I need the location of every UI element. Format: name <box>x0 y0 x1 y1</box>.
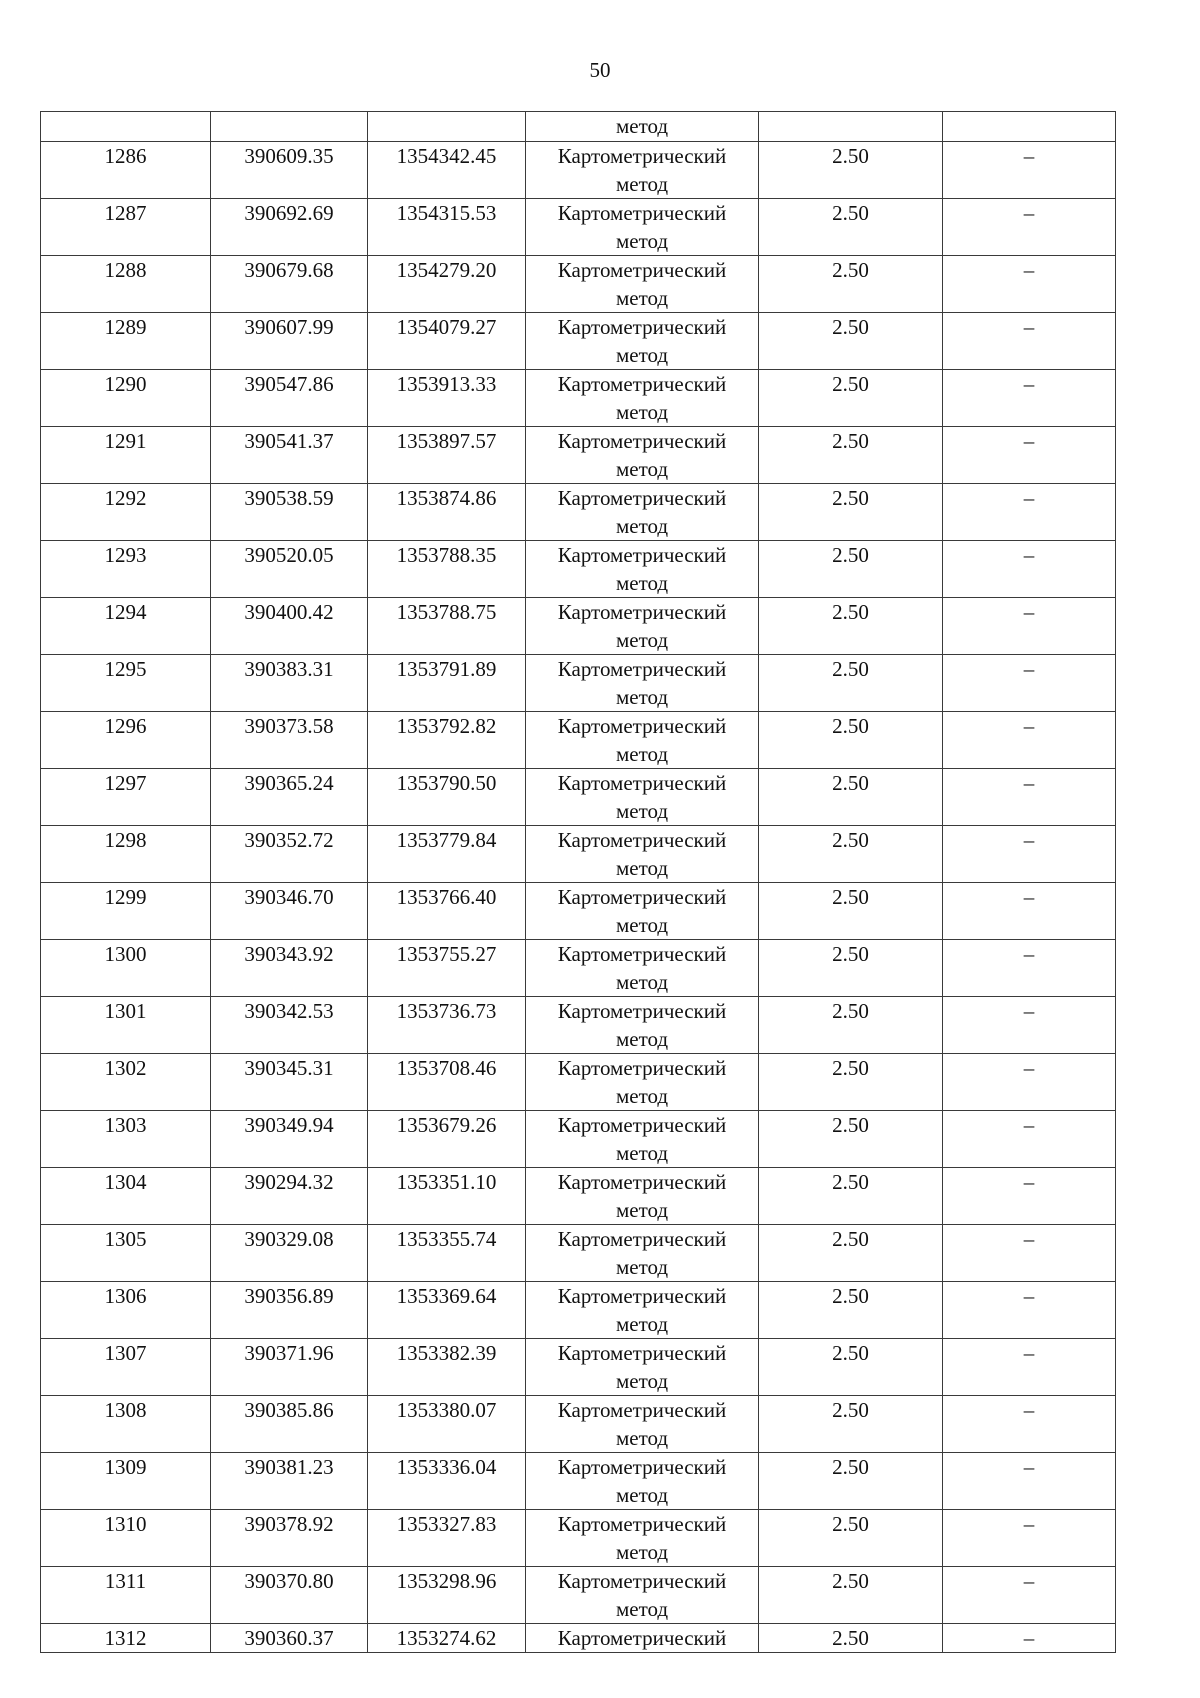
cell-accuracy: 2.50 <box>759 1225 943 1282</box>
cell-extra: – <box>943 1453 1116 1510</box>
method-line-1: Картометрический <box>557 543 727 567</box>
cell-extra: – <box>943 199 1116 256</box>
cell-method <box>526 826 759 883</box>
cell-extra: – <box>943 826 1116 883</box>
method-line-1: Картометрический <box>557 144 727 168</box>
table-row <box>41 313 1116 370</box>
cell-method <box>526 1510 759 1567</box>
cell-num: 1310 <box>41 1510 211 1567</box>
cell-num: 1303 <box>41 1111 211 1168</box>
cell-num: 1306 <box>41 1282 211 1339</box>
method-line-2: метод <box>615 799 669 823</box>
method-line-1: Картометрический <box>557 657 727 681</box>
table-row <box>41 1624 1116 1653</box>
table-row <box>41 826 1116 883</box>
method-line-1: Картометрический <box>557 1056 727 1080</box>
cell-extra: – <box>943 598 1116 655</box>
method-line-2: метод <box>615 856 669 880</box>
method-line-2: метод <box>615 1597 669 1621</box>
method-line-1: Картометрический <box>557 1398 727 1422</box>
cell-extra: – <box>943 370 1116 427</box>
cell-y: 1353792.82 <box>368 712 526 769</box>
method-line-1: Картометрический <box>557 258 727 282</box>
cell-x: 390352.72 <box>211 826 368 883</box>
cell-extra: – <box>943 1111 1116 1168</box>
method-line-2: метод <box>615 1141 669 1165</box>
cell-x: 390360.37 <box>211 1624 368 1653</box>
cell-num: 1311 <box>41 1567 211 1624</box>
cell-x: 390371.96 <box>211 1339 368 1396</box>
cell-method <box>526 199 759 256</box>
cell-y: 1353380.07 <box>368 1396 526 1453</box>
table-row <box>41 256 1116 313</box>
cell-method <box>526 1396 759 1453</box>
cell-x: 390520.05 <box>211 541 368 598</box>
table-row <box>41 427 1116 484</box>
method-line-1: Картометрический <box>557 714 727 738</box>
cell-y: 1353874.86 <box>368 484 526 541</box>
cell-method <box>526 1453 759 1510</box>
cell-y: 1354315.53 <box>368 199 526 256</box>
method-line-1: Картометрический <box>557 1455 727 1479</box>
method-line-1: Картометрический <box>557 1227 727 1251</box>
cell-accuracy: 2.50 <box>759 541 943 598</box>
table-row <box>41 1282 1116 1339</box>
table-row <box>41 940 1116 997</box>
cell-num: 1296 <box>41 712 211 769</box>
cell-num: 1305 <box>41 1225 211 1282</box>
table-row <box>41 484 1116 541</box>
table-row <box>41 1054 1116 1111</box>
cell-x: 390294.32 <box>211 1168 368 1225</box>
cell-x: 390345.31 <box>211 1054 368 1111</box>
cell-num: 1312 <box>41 1624 211 1653</box>
cell-y: 1353274.62 <box>368 1624 526 1653</box>
cell-method <box>526 1225 759 1282</box>
table-row <box>41 1453 1116 1510</box>
cell-accuracy: 2.50 <box>759 655 943 712</box>
cell-method <box>526 313 759 370</box>
cell-y: 1353369.64 <box>368 1282 526 1339</box>
cell-num: 1293 <box>41 541 211 598</box>
cell-num: 1287 <box>41 199 211 256</box>
cell-num: 1291 <box>41 427 211 484</box>
method-line-1: Картометрический <box>557 429 727 453</box>
cell-extra: – <box>943 712 1116 769</box>
method-line-2: метод <box>615 1198 669 1222</box>
cell-accuracy: 2.50 <box>759 1339 943 1396</box>
method-line-2: метод <box>615 457 669 481</box>
method-line-1: Картометрический <box>557 828 727 852</box>
cell-y: 1353708.46 <box>368 1054 526 1111</box>
cell-x: 390365.24 <box>211 769 368 826</box>
method-line-1: Картометрический <box>557 1113 727 1137</box>
cell-method <box>526 142 759 199</box>
cell-y: 1353897.57 <box>368 427 526 484</box>
cell-method <box>526 769 759 826</box>
method-line-1: Картометрический <box>557 885 727 909</box>
cell-method <box>526 1567 759 1624</box>
table-row <box>41 541 1116 598</box>
cell-num: 1309 <box>41 1453 211 1510</box>
cell-extra: – <box>943 484 1116 541</box>
method-line-1: Картометрический <box>557 1284 727 1308</box>
cell-y: 1353336.04 <box>368 1453 526 1510</box>
cell-x: 390381.23 <box>211 1453 368 1510</box>
coordinates-table <box>40 111 1116 1653</box>
cell-x: 390541.37 <box>211 427 368 484</box>
table-row <box>41 1111 1116 1168</box>
method-line-2: метод <box>615 1369 669 1393</box>
cell-x: 390378.92 <box>211 1510 368 1567</box>
cell-accuracy: 2.50 <box>759 712 943 769</box>
cell-x: 390538.59 <box>211 484 368 541</box>
cell-method: Картометрический <box>526 1624 759 1653</box>
method-line-1: Картометрический <box>557 600 727 624</box>
cell-num: 1286 <box>41 142 211 199</box>
method-line-1: Картометрический <box>557 315 727 339</box>
cell-extra: – <box>943 1168 1116 1225</box>
table-row <box>41 1225 1116 1282</box>
cell-extra: – <box>943 1624 1116 1653</box>
table-row <box>41 997 1116 1054</box>
cell-num: 1307 <box>41 1339 211 1396</box>
table-row <box>41 1567 1116 1624</box>
cell-x: 390349.94 <box>211 1111 368 1168</box>
cell-num: 1301 <box>41 997 211 1054</box>
cell-y: 1353382.39 <box>368 1339 526 1396</box>
method-line-2: метод <box>615 628 669 652</box>
cell-x: 390383.31 <box>211 655 368 712</box>
cell-y: 1353355.74 <box>368 1225 526 1282</box>
table-row <box>41 1168 1116 1225</box>
method-line-1: Картометрический <box>557 942 727 966</box>
cell-method <box>526 1168 759 1225</box>
cell-num: 1289 <box>41 313 211 370</box>
cell-accuracy: 2.50 <box>759 1624 943 1653</box>
method-line-1: Картометрический <box>557 999 727 1023</box>
cell-method <box>526 484 759 541</box>
table-row <box>41 655 1116 712</box>
method-line-1: Картометрический <box>557 201 727 225</box>
cell-extra: – <box>943 142 1116 199</box>
cell-accuracy: 2.50 <box>759 1453 943 1510</box>
method-line-2: метод <box>615 229 669 253</box>
method-line-2: метод <box>615 1426 669 1450</box>
cell-accuracy: 2.50 <box>759 313 943 370</box>
continuation-row <box>41 112 1116 142</box>
cell-accuracy: 2.50 <box>759 256 943 313</box>
cell-num: 1300 <box>41 940 211 997</box>
cell-extra: – <box>943 1339 1116 1396</box>
method-line-2: метод <box>615 1084 669 1108</box>
cell-y: 1353779.84 <box>368 826 526 883</box>
cell-num: 1297 <box>41 769 211 826</box>
cell-extra: – <box>943 427 1116 484</box>
cell-accuracy: 2.50 <box>759 769 943 826</box>
cell-method <box>526 1111 759 1168</box>
cell-extra: – <box>943 997 1116 1054</box>
cell-extra: – <box>943 883 1116 940</box>
cell-num: 1288 <box>41 256 211 313</box>
method-line-2: метод <box>615 1483 669 1507</box>
cell-method <box>526 541 759 598</box>
method-line-2: метод <box>615 970 669 994</box>
cell-accuracy: 2.50 <box>759 370 943 427</box>
cell-accuracy: 2.50 <box>759 883 943 940</box>
cell-y: 1353351.10 <box>368 1168 526 1225</box>
cell-accuracy: 2.50 <box>759 997 943 1054</box>
method-line-2: метод <box>615 1312 669 1336</box>
cell-extra: – <box>943 1054 1116 1111</box>
cell-x: 390373.58 <box>211 712 368 769</box>
cell-x: 390385.86 <box>211 1396 368 1453</box>
method-line-1: Картометрический <box>557 486 727 510</box>
method-line-1: Картометрический <box>557 1512 727 1536</box>
method-line-2: метод <box>615 913 669 937</box>
page-number: 50 <box>589 58 611 82</box>
cell-extra: – <box>943 256 1116 313</box>
cell-num <box>41 112 211 142</box>
cell-num: 1292 <box>41 484 211 541</box>
cell-x: 390370.80 <box>211 1567 368 1624</box>
cell-method <box>526 655 759 712</box>
cell-accuracy: 2.50 <box>759 1567 943 1624</box>
cell-method <box>526 940 759 997</box>
method-line-1: Картометрический <box>557 771 727 795</box>
table-row <box>41 370 1116 427</box>
cell-x: 390609.35 <box>211 142 368 199</box>
cell-extra: – <box>943 313 1116 370</box>
cell-accuracy: 2.50 <box>759 1396 943 1453</box>
cell-accuracy: 2.50 <box>759 199 943 256</box>
cell-method <box>526 1339 759 1396</box>
table-row <box>41 1510 1116 1567</box>
cell-y: 1354079.27 <box>368 313 526 370</box>
cell-method <box>526 427 759 484</box>
cell-method <box>526 883 759 940</box>
cell-extra: – <box>943 1510 1116 1567</box>
cell-num: 1304 <box>41 1168 211 1225</box>
cell-y: 1353788.35 <box>368 541 526 598</box>
cell-num: 1290 <box>41 370 211 427</box>
method-line-2: метод <box>615 400 669 424</box>
cell-method <box>526 370 759 427</box>
cell-accuracy: 2.50 <box>759 598 943 655</box>
cell-num: 1302 <box>41 1054 211 1111</box>
cell-accuracy: 2.50 <box>759 1054 943 1111</box>
cell-num: 1308 <box>41 1396 211 1453</box>
cell-y: 1353755.27 <box>368 940 526 997</box>
method-line-2: метод <box>615 514 669 538</box>
method-line-2: метод <box>615 172 669 196</box>
cell-extra <box>943 112 1116 142</box>
cell-extra: – <box>943 1225 1116 1282</box>
method-line-2: метод <box>615 571 669 595</box>
method-line-2: метод <box>615 1027 669 1051</box>
cell-y: 1353766.40 <box>368 883 526 940</box>
cell-x: 390346.70 <box>211 883 368 940</box>
cell-x: 390547.86 <box>211 370 368 427</box>
cell-method <box>526 997 759 1054</box>
cell-x: 390679.68 <box>211 256 368 313</box>
cell-x: 390607.99 <box>211 313 368 370</box>
table-row <box>41 1396 1116 1453</box>
cell-y <box>368 112 526 142</box>
cell-method <box>526 1282 759 1339</box>
cell-y: 1353327.83 <box>368 1510 526 1567</box>
method-line-1: Картометрический <box>557 1569 727 1593</box>
cell-y: 1353913.33 <box>368 370 526 427</box>
cell-extra: – <box>943 769 1116 826</box>
table-row <box>41 883 1116 940</box>
cell-y: 1354279.20 <box>368 256 526 313</box>
cell-y: 1353736.73 <box>368 997 526 1054</box>
method-line-2: метод <box>615 1255 669 1279</box>
method-line-1: Картометрический <box>557 1170 727 1194</box>
table-row <box>41 142 1116 199</box>
cell-accuracy: 2.50 <box>759 1111 943 1168</box>
cell-x: 390342.53 <box>211 997 368 1054</box>
cell-x: 390692.69 <box>211 199 368 256</box>
table-row <box>41 712 1116 769</box>
cell-num: 1299 <box>41 883 211 940</box>
cell-method <box>526 712 759 769</box>
cell-num: 1294 <box>41 598 211 655</box>
cell-y: 1353791.89 <box>368 655 526 712</box>
cell-accuracy: 2.50 <box>759 484 943 541</box>
cell-x: 390356.89 <box>211 1282 368 1339</box>
method-line-2: метод <box>615 742 669 766</box>
cell-method: метод <box>526 112 759 142</box>
cell-num: 1298 <box>41 826 211 883</box>
method-line-1: Картометрический <box>557 1341 727 1365</box>
cell-extra: – <box>943 1396 1116 1453</box>
cell-x <box>211 112 368 142</box>
cell-extra: – <box>943 655 1116 712</box>
cell-extra: – <box>943 1282 1116 1339</box>
cell-y: 1353679.26 <box>368 1111 526 1168</box>
cell-y: 1353298.96 <box>368 1567 526 1624</box>
cell-x: 390400.42 <box>211 598 368 655</box>
method-line-2: метод <box>615 685 669 709</box>
cell-accuracy: 2.50 <box>759 940 943 997</box>
cell-x: 390343.92 <box>211 940 368 997</box>
cell-accuracy: 2.50 <box>759 427 943 484</box>
method-line-2: метод <box>615 286 669 310</box>
table-row <box>41 769 1116 826</box>
cell-num: 1295 <box>41 655 211 712</box>
cell-accuracy: 2.50 <box>759 1282 943 1339</box>
cell-x: 390329.08 <box>211 1225 368 1282</box>
cell-method <box>526 256 759 313</box>
cell-extra: – <box>943 1567 1116 1624</box>
cell-accuracy: 2.50 <box>759 826 943 883</box>
cell-extra: – <box>943 940 1116 997</box>
method-line-2: метод <box>615 343 669 367</box>
cell-accuracy <box>759 112 943 142</box>
method-line-2: метод <box>615 1540 669 1564</box>
method-line-1: Картометрический <box>557 372 727 396</box>
cell-accuracy: 2.50 <box>759 1510 943 1567</box>
table-row <box>41 199 1116 256</box>
table-row <box>41 1339 1116 1396</box>
cell-y: 1354342.45 <box>368 142 526 199</box>
table-row <box>41 598 1116 655</box>
cell-y: 1353790.50 <box>368 769 526 826</box>
cell-method <box>526 1054 759 1111</box>
cell-accuracy: 2.50 <box>759 1168 943 1225</box>
cell-accuracy: 2.50 <box>759 142 943 199</box>
cell-extra: – <box>943 541 1116 598</box>
cell-y: 1353788.75 <box>368 598 526 655</box>
table-body <box>41 112 1116 1653</box>
cell-method <box>526 598 759 655</box>
